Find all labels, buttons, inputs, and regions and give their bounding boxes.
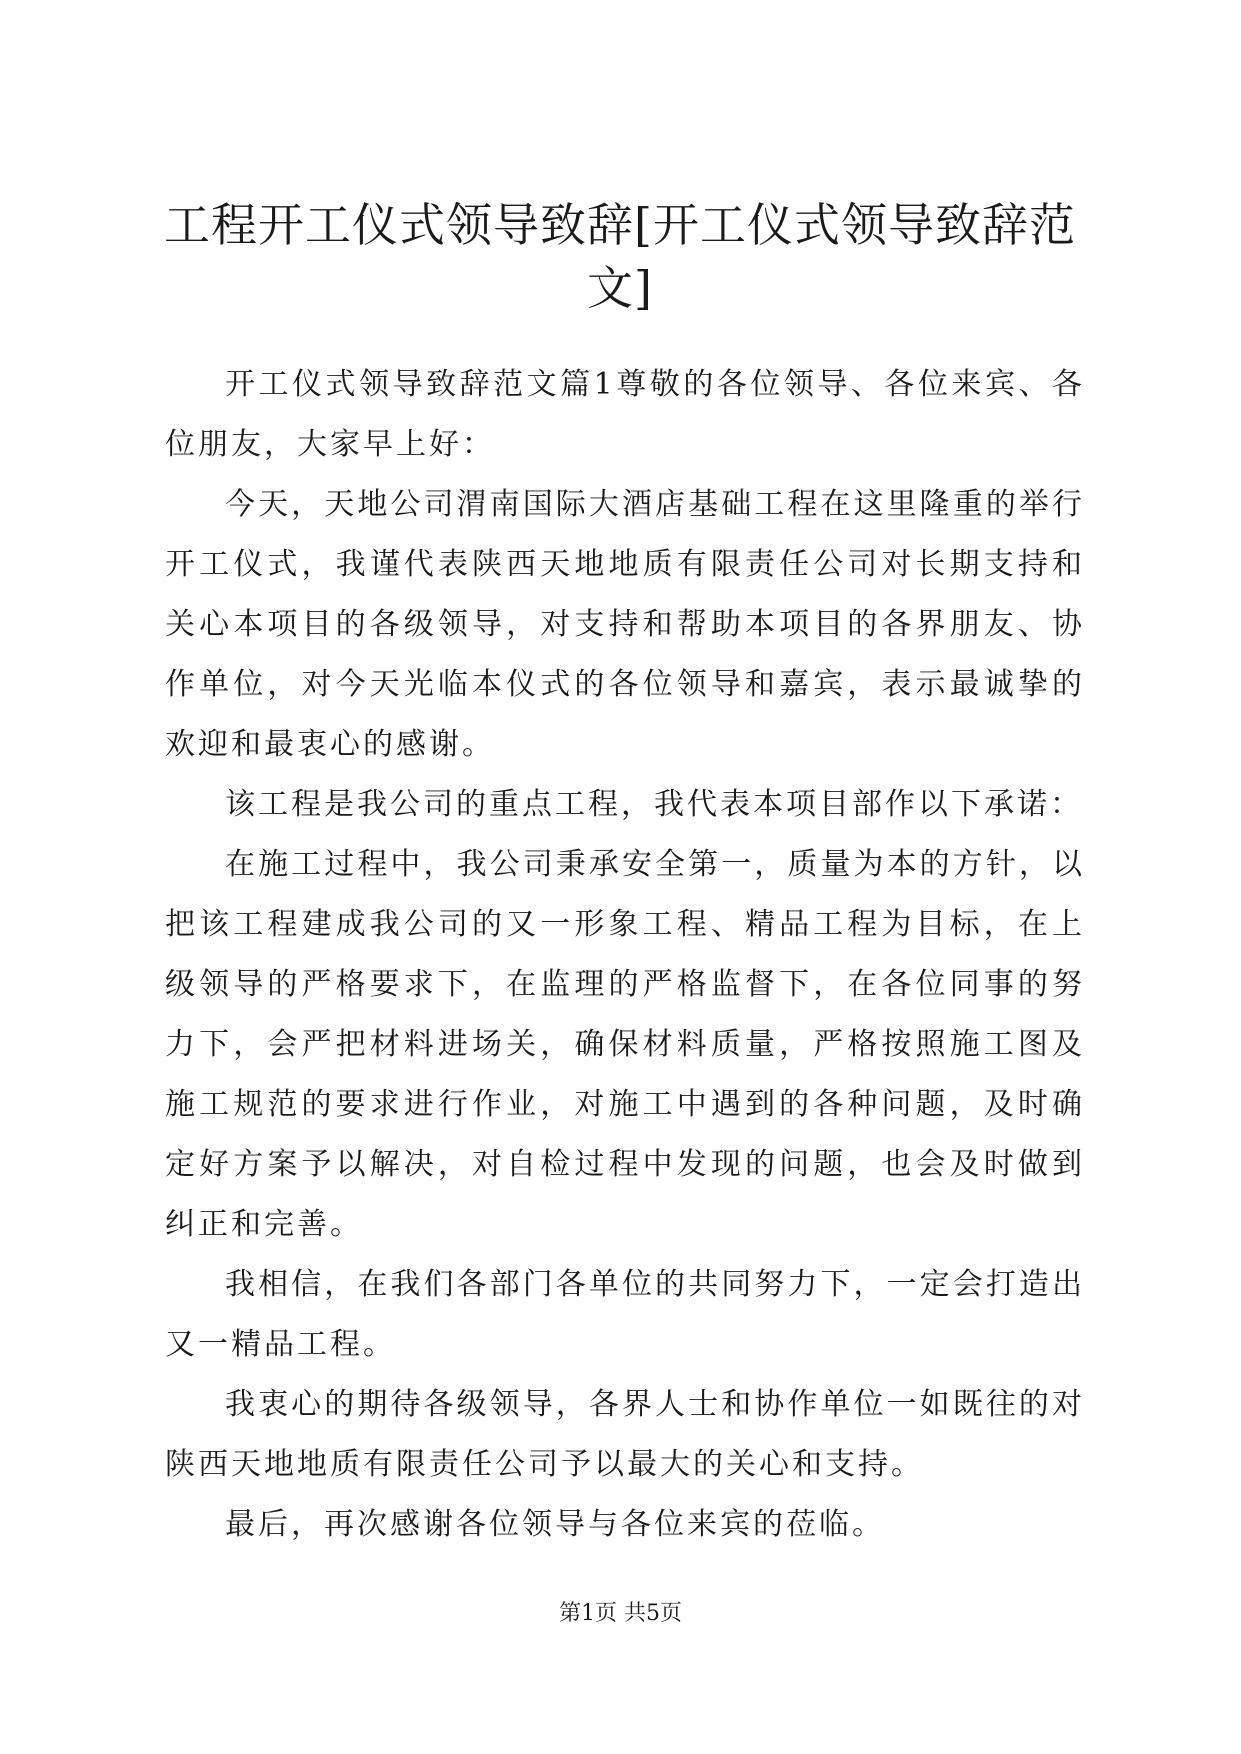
page-footer: 第1页 共5页	[559, 1601, 682, 1626]
paragraph-3: 该工程是我公司的重点工程，我代表本项目部作以下承诺：	[225, 787, 1083, 822]
document-title: 工程开工仪式领导致辞[开工仪式领导致辞范文]	[164, 198, 1076, 315]
paragraph-2: 今天，天地公司渭南国际大酒店基础工程在这里隆重的举行开工仪式，我谨代表陕西天地地质有限责任公司对长期支持和关心本项目的各级领导，对支持和帮助本项目的各界朋友、协作单位，对今天光临本仪式的各位领导和嘉宾，表示最诚挚的欢迎和最衷心的感谢。	[165, 487, 1085, 762]
paragraph-5: 我相信，在我们各部门各单位的共同努力下，一定会打造出又一精品工程。	[165, 1267, 1085, 1362]
paragraph-4: 在施工过程中，我公司秉承安全第一，质量为本的方针，以把该工程建成我公司的又一形象工程、精品工程为目标，在上级领导的严格要求下，在监理的严格监督下，在各位同事的努力下，会严把材料进场关，确保材料质量，严格按照施工图及施工规范的要求进行作业，对施工中遇到的各种问题，及时确定好方案予以解决，对自检过程中发现的问题，也会及时做到纠正和完善。	[165, 847, 1085, 1242]
document-body	[165, 355, 1085, 1555]
paragraph-1: 开工仪式领导致辞范文篇1尊敬的各位领导、各位来宾、各位朋友，大家早上好：	[165, 367, 1085, 462]
paragraph-7: 最后，再次感谢各位领导与各位来宾的莅临。	[225, 1507, 885, 1542]
paragraph-6: 我衷心的期待各级领导，各界人士和协作单位一如既往的对陕西天地地质有限责任公司予以最大的关心和支持。	[165, 1387, 1085, 1482]
